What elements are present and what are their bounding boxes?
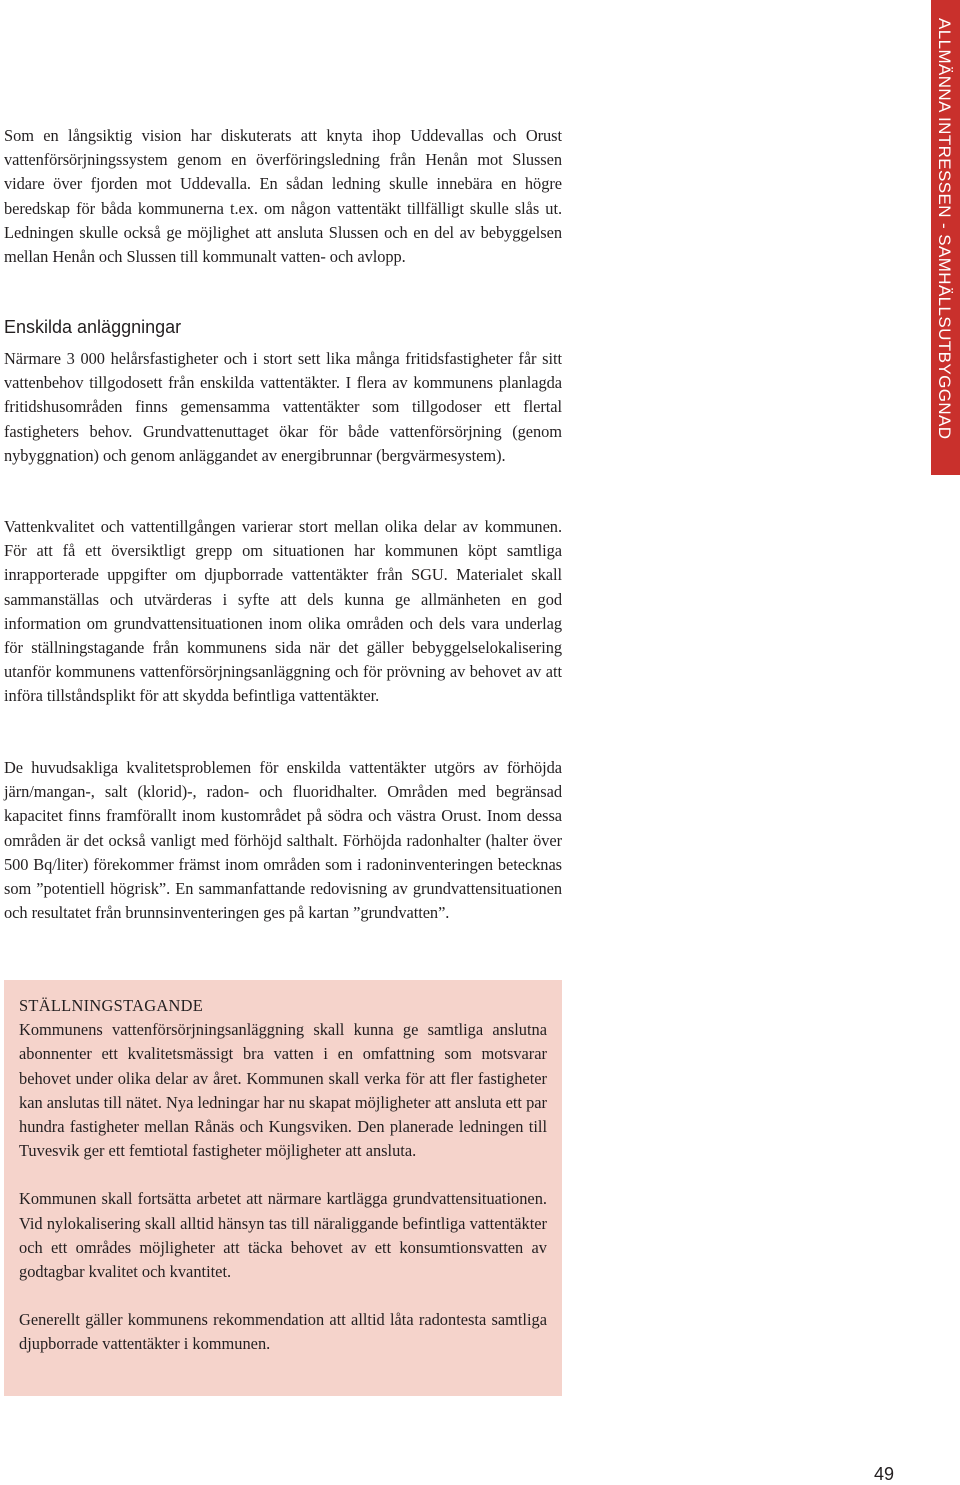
page-number: 49 [874,1464,895,1484]
position-box-content [19,994,547,1357]
position-box-paragraph-2: Kommunen skall fortsätta arbetet att närmare kartlägga grundvattensituationen. Vid nylokalisering skall alltid hänsyn tas till näraliggande befintliga vattentäkter och ett områdes möjligheter att täcka behovet av ett konsumtionsvatten av godtagbar kvalitet och kvantitet. [19,1189,547,1282]
section-paragraph-1: Närmare 3 000 helårsfastigheter och i stort sett lika många fritidsfastigheter får sitt vattenbehov tillgodosett från enskilda vattentäkter. I flera av kommunens planlagda fritidshusområden finns gemensamma vattentäkter som tillgodoser ett flertal fastigheters behov. Grundvattenuttaget ökar för både vattenförsörjning (genom nybyggnation) och genom anläggandet av energibrunnar (bergvärmesystem). [4,349,562,465]
position-box [4,980,562,1396]
section-paragraph-2: Vattenkvalitet och vattentillgången varierar stort mellan olika delar av kommunen. För att få ett översiktligt grepp om situationen har kommunen köpt samtliga inrapporterade uppgifter om djupborrade vattentäkter från SGU. Materialet skall sammanställas och utvärderas i syfte att dels kunna ge allmänheten en god information om grundvattensituationen inom olika områden och dels vara underlag för ställningstagande från kommunens sida när det gäller bebyggelselokalisering utanför kommunens vattenförsörjningsanläggning och för prövning av behovet av att införa tillståndsplikt för att skydda befintliga vattentäkter. [4,517,562,706]
intro-paragraph: Som en långsiktig vision har diskuterats att knyta ihop Uddevallas och Orust vattenförsörjningssystem genom en överföringsledning från Henån mot Slussen vidare över fjorden mot Uddevalla. En sådan ledning skulle innebära en högre beredskap för båda kommunerna t.ex. om någon vattentäkt tillfälligt skulle slås ut. Ledningen skulle också ge möjlighet att ansluta Slussen och en del av bebyggelsen mellan Henån och Slussen till kommunalt vatten- och avlopp. [4,126,562,267]
position-box-paragraph-3: Generellt gäller kommunens rekommendation att alltid låta radontesta samtliga djupborrade vattentäkter i kommunen. [19,1310,547,1354]
position-box-title: STÄLLNINGSTAGANDE [19,996,204,1015]
intro-block [4,124,562,269]
section-side-label: ALLMÄNNA INTRESSEN - SAMHÄLLSUTBYGGNAD [935,18,954,440]
section-paragraph-1-block [4,347,562,468]
section-paragraph-3: De huvudsakliga kvalitetsproblemen för enskilda vattentäkter utgörs av förhöjda järn/mangan-, salt (klorid)-, radon- och fluoridhalter. Områden med begränsad kapacitet finns framförallt inom kustområdet på södra och västra Orust. Inom dessa områden är det också vanligt med förhöjd salthalt. Förhöjda radonhalter (halter över 500 Bq/liter) förekommer främst inom områden som i radoninventeringen betecknas som ”potentiell högrisk”. En sammanfattande redovisning av grundvattensituationen och resultatet från brunnsinventeringen ges på kartan ”grundvatten”. [4,758,562,923]
position-box-paragraph-1: Kommunens vattenförsörjningsanläggning skall kunna ge samtliga anslutna abonnenter ett kvalitetsmässigt bra vatten i en omfattning som motsvarar behovet under olika delar av året. Kommunen skall verka för att fler fastigheter kan anslutas till nätet. Nya ledningar har nu skapat möjligheter att ansluta ett par hundra fastigheter mellan Rånäs och Kungsviken. Den planerade ledningen till Tuvesvik ger ett femtiotal fastigheter möjligheter att ansluta. [19,1020,547,1161]
section-paragraph-2-block [4,515,562,709]
section-paragraph-3-block [4,756,562,925]
section-heading: Enskilda anläggningar [4,317,182,337]
section-side-tab [931,0,960,475]
